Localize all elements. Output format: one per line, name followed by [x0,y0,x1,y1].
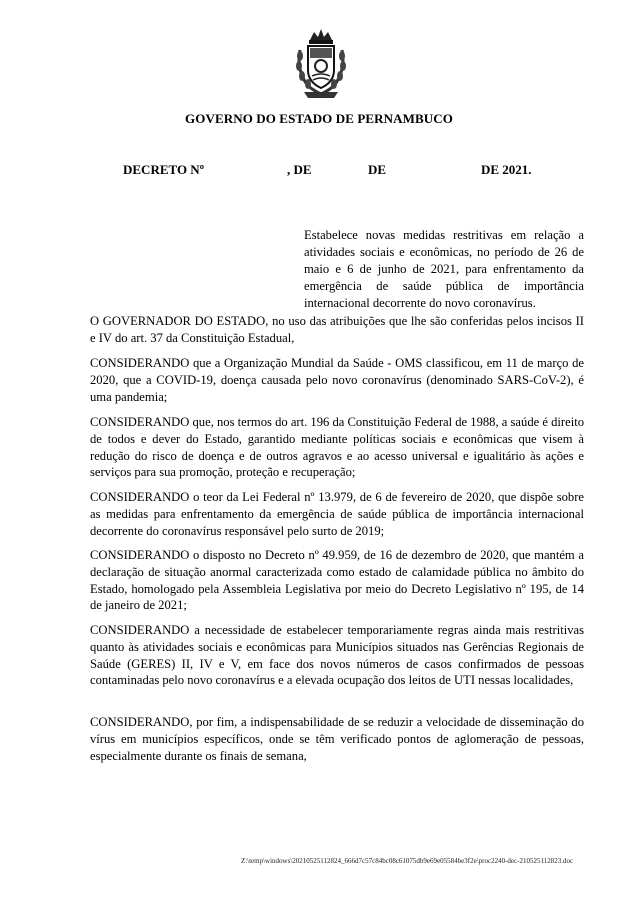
considerando-paragraph-2: CONSIDERANDO que, nos termos do art. 196 da Constituição Federal de 1988, a saúde é direito de todos e dever do Estado, garantido mediante políticas sociais e econômicas que visem à redução do risco de doença e de outros agravos e ao acesso universal e igualitário às ações e serviços para sua promoção, proteção e recuperação; [90,415,584,480]
file-path-text: Z:\temp\windows\20210525112824_666d7c57c84bc08c61075db9e69e05584be3f2e\proc2240-dec-210525112823.doc [240,857,574,865]
preamble-paragraph: O GOVERNADOR DO ESTADO, no uso das atribuições que lhe são conferidas pelos incisos II e IV do art. 37 da Constituição Estadual, [90,314,584,345]
considerando-paragraph-6: CONSIDERANDO, por fim, a indispensabilidade de se reduzir a velocidade de disseminação do vírus em municípios específicos, onde se têm verificado pontos de aglomeração de pessoas, especialmente durante os finais de semana, [90,715,584,763]
decree-day-connector: , DE [287,162,312,177]
pernambuco-coat-of-arms-icon [294,26,348,100]
considerando-paragraph-4: CONSIDERANDO o disposto no Decreto nº 49.959, de 16 de dezembro de 2020, que mantém a declaração de situação anormal caracterizada como estado de calamidade pública no âmbito do Estado, homologado pela Assembleia Legislativa por meio do Decreto Legislativo nº 195, de 14 de janeiro de 2021; [90,548,584,613]
decree-ementa: Estabelece novas medidas restritivas em relação a atividades sociais e econômicas, no período de 26 de maio e 6 de junho de 2021, para enfrentamento da emergência de saúde pública de importância internacional decorrente do novo coronavírus. [304,228,584,310]
decree-year: DE 2021. [481,162,532,177]
considerando-paragraph-3: CONSIDERANDO o teor da Lei Federal nº 13.979, de 6 de fevereiro de 2020, que dispõe sobre as medidas para enfrentamento da emergência de saúde pública de importância internacional decorrente do coronavírus responsável pelo surto de 2019; [90,490,584,538]
government-heading: GOVERNO DO ESTADO DE PERNAMBUCO [185,111,453,126]
file-path-footer [0,857,638,865]
considerando-paragraph-5: CONSIDERANDO a necessidade de estabelecer temporariamente regras ainda mais restritivas quanto às atividades sociais e econômicas para Municípios situados nas Gerências Regionais de Saúde (GERES) II, IV e V, em face dos novos números de casos confirmados de pessoas contaminadas pelo novo coronavírus e a elevada ocupação dos leitos de UTI nessas localidades, [90,623,584,688]
considerando-paragraph-1: CONSIDERANDO que a Organização Mundial da Saúde - OMS classificou, em 11 de março de 2020, que a COVID-19, doença causada pelo novo coronavírus (denominado SARS-CoV-2), é uma pandemia; [90,356,584,404]
decree-number-label: DECRETO Nº [123,162,204,177]
decree-month-connector: DE [368,162,387,177]
